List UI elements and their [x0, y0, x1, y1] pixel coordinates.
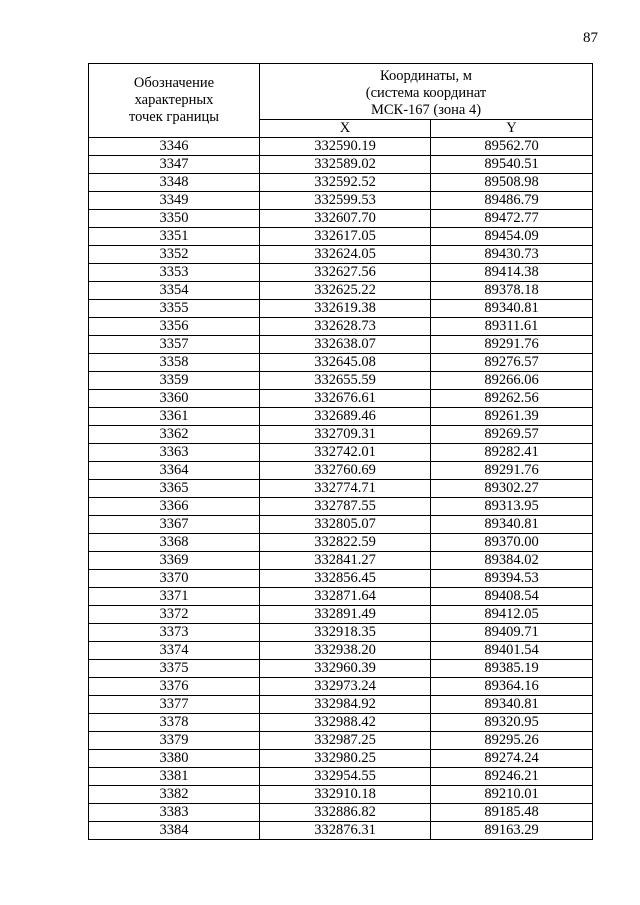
x-cell: 332676.61: [260, 390, 431, 408]
y-cell: 89430.73: [431, 246, 593, 264]
table-row: [89, 552, 593, 570]
point-id-cell: 3368: [89, 534, 260, 552]
table-row: [89, 318, 593, 336]
y-cell: 89370.00: [431, 534, 593, 552]
y-cell: 89384.02: [431, 552, 593, 570]
table-row: [89, 480, 593, 498]
table-row: [89, 354, 593, 372]
x-cell: 332689.46: [260, 408, 431, 426]
y-cell: 89340.81: [431, 516, 593, 534]
x-cell: 332891.49: [260, 606, 431, 624]
point-id-cell: 3372: [89, 606, 260, 624]
x-cell: 332760.69: [260, 462, 431, 480]
table-row: [89, 282, 593, 300]
y-cell: 89401.54: [431, 642, 593, 660]
y-cell: 89291.76: [431, 336, 593, 354]
x-cell: 332607.70: [260, 210, 431, 228]
point-id-cell: 3352: [89, 246, 260, 264]
y-cell: 89340.81: [431, 300, 593, 318]
table-row: [89, 444, 593, 462]
y-cell: 89385.19: [431, 660, 593, 678]
y-cell: 89540.51: [431, 156, 593, 174]
x-cell: 332918.35: [260, 624, 431, 642]
point-id-cell: 3382: [89, 786, 260, 804]
x-cell: 332625.22: [260, 282, 431, 300]
y-cell: 89295.26: [431, 732, 593, 750]
x-cell: 332856.45: [260, 570, 431, 588]
y-cell: 89408.54: [431, 588, 593, 606]
point-id-cell: 3351: [89, 228, 260, 246]
table-row: [89, 192, 593, 210]
header-coords-line: (система координат: [365, 85, 487, 101]
x-cell: 332910.18: [260, 786, 431, 804]
table-row: [89, 732, 593, 750]
table-row: [89, 516, 593, 534]
x-cell: 332980.25: [260, 750, 431, 768]
table-row: [89, 462, 593, 480]
x-cell: 332590.19: [260, 138, 431, 156]
y-cell: 89282.41: [431, 444, 593, 462]
y-cell: 89163.29: [431, 822, 593, 840]
x-cell: 332954.55: [260, 768, 431, 786]
table-row: [89, 570, 593, 588]
x-cell: 332624.05: [260, 246, 431, 264]
point-id-cell: 3348: [89, 174, 260, 192]
table-row: [89, 228, 593, 246]
y-cell: 89291.76: [431, 462, 593, 480]
table-row: [89, 372, 593, 390]
x-cell: 332886.82: [260, 804, 431, 822]
table-row: [89, 408, 593, 426]
table-row: [89, 606, 593, 624]
x-cell: 332592.52: [260, 174, 431, 192]
table-row: [89, 498, 593, 516]
table-row: [89, 426, 593, 444]
point-id-cell: 3370: [89, 570, 260, 588]
x-cell: 332787.55: [260, 498, 431, 516]
x-cell: 332822.59: [260, 534, 431, 552]
point-id-cell: 3365: [89, 480, 260, 498]
y-cell: 89409.71: [431, 624, 593, 642]
point-id-cell: 3358: [89, 354, 260, 372]
table-row: [89, 174, 593, 192]
y-cell: 89246.21: [431, 768, 593, 786]
point-id-cell: 3377: [89, 696, 260, 714]
y-cell: 89210.01: [431, 786, 593, 804]
y-cell: 89262.56: [431, 390, 593, 408]
x-cell: 332938.20: [260, 642, 431, 660]
y-cell: 89378.18: [431, 282, 593, 300]
y-cell: 89394.53: [431, 570, 593, 588]
x-cell: 332960.39: [260, 660, 431, 678]
x-cell: 332599.53: [260, 192, 431, 210]
y-cell: 89320.95: [431, 714, 593, 732]
header-coords-line: Координаты, м: [380, 68, 472, 84]
y-cell: 89454.09: [431, 228, 593, 246]
x-cell: 332841.27: [260, 552, 431, 570]
x-cell: 332984.92: [260, 696, 431, 714]
table-row: [89, 660, 593, 678]
y-cell: 89313.95: [431, 498, 593, 516]
x-cell: 332988.42: [260, 714, 431, 732]
table-row: [89, 138, 593, 156]
header-point-label: [89, 64, 260, 138]
x-cell: 332655.59: [260, 372, 431, 390]
point-id-cell: 3360: [89, 390, 260, 408]
table-row: [89, 246, 593, 264]
x-cell: 332628.73: [260, 318, 431, 336]
y-cell: 89364.16: [431, 678, 593, 696]
y-cell: 89340.81: [431, 696, 593, 714]
table-row: [89, 786, 593, 804]
header-x: X: [260, 120, 431, 138]
y-cell: 89508.98: [431, 174, 593, 192]
point-id-cell: 3376: [89, 678, 260, 696]
table-row: [89, 588, 593, 606]
table-row: [89, 696, 593, 714]
table-row: [89, 210, 593, 228]
table-row: [89, 300, 593, 318]
y-cell: 89276.57: [431, 354, 593, 372]
y-cell: 89486.79: [431, 192, 593, 210]
table-row: [89, 624, 593, 642]
y-cell: 89562.70: [431, 138, 593, 156]
x-cell: 332638.07: [260, 336, 431, 354]
x-cell: 332987.25: [260, 732, 431, 750]
table-row: [89, 534, 593, 552]
y-cell: 89311.61: [431, 318, 593, 336]
x-cell: 332619.38: [260, 300, 431, 318]
y-cell: 89302.27: [431, 480, 593, 498]
y-cell: 89185.48: [431, 804, 593, 822]
table-row: [89, 714, 593, 732]
point-id-cell: 3346: [89, 138, 260, 156]
table-row: [89, 264, 593, 282]
point-id-cell: 3359: [89, 372, 260, 390]
point-id-cell: 3349: [89, 192, 260, 210]
point-id-cell: 3369: [89, 552, 260, 570]
point-id-cell: 3373: [89, 624, 260, 642]
header-coords-line: МСК-167 (зона 4): [370, 102, 482, 118]
point-id-cell: 3381: [89, 768, 260, 786]
point-id-cell: 3354: [89, 282, 260, 300]
header-label-line: характерных: [134, 92, 214, 108]
x-cell: 332589.02: [260, 156, 431, 174]
point-id-cell: 3383: [89, 804, 260, 822]
point-id-cell: 3364: [89, 462, 260, 480]
page-number: 87: [583, 30, 598, 46]
table-row: [89, 804, 593, 822]
point-id-cell: 3357: [89, 336, 260, 354]
point-id-cell: 3362: [89, 426, 260, 444]
x-cell: 332709.31: [260, 426, 431, 444]
x-cell: 332617.05: [260, 228, 431, 246]
table-row: [89, 390, 593, 408]
point-id-cell: 3355: [89, 300, 260, 318]
point-id-cell: 3356: [89, 318, 260, 336]
point-id-cell: 3375: [89, 660, 260, 678]
point-id-cell: 3371: [89, 588, 260, 606]
y-cell: 89274.24: [431, 750, 593, 768]
point-id-cell: 3380: [89, 750, 260, 768]
point-id-cell: 3347: [89, 156, 260, 174]
x-cell: 332805.07: [260, 516, 431, 534]
point-id-cell: 3350: [89, 210, 260, 228]
point-id-cell: 3374: [89, 642, 260, 660]
x-cell: 332876.31: [260, 822, 431, 840]
point-id-cell: 3361: [89, 408, 260, 426]
y-cell: 89472.77: [431, 210, 593, 228]
table-body: [89, 138, 593, 840]
y-cell: 89269.57: [431, 426, 593, 444]
table-row: [89, 156, 593, 174]
point-id-cell: 3353: [89, 264, 260, 282]
table-row: [89, 336, 593, 354]
x-cell: 332774.71: [260, 480, 431, 498]
y-cell: 89414.38: [431, 264, 593, 282]
table-row: [89, 768, 593, 786]
point-id-cell: 3379: [89, 732, 260, 750]
x-cell: 332871.64: [260, 588, 431, 606]
x-cell: 332627.56: [260, 264, 431, 282]
x-cell: 332645.08: [260, 354, 431, 372]
x-cell: 332742.01: [260, 444, 431, 462]
coordinates-table: [88, 63, 593, 840]
header-label-line: Обозначение: [133, 75, 215, 91]
point-id-cell: 3366: [89, 498, 260, 516]
point-id-cell: 3378: [89, 714, 260, 732]
table-row: [89, 822, 593, 840]
point-id-cell: 3367: [89, 516, 260, 534]
y-cell: 89266.06: [431, 372, 593, 390]
header-y: Y: [431, 120, 593, 138]
y-cell: 89261.39: [431, 408, 593, 426]
header-label-line: точек границы: [128, 109, 220, 125]
point-id-cell: 3384: [89, 822, 260, 840]
point-id-cell: 3363: [89, 444, 260, 462]
table-row: [89, 750, 593, 768]
x-cell: 332973.24: [260, 678, 431, 696]
table-row: [89, 678, 593, 696]
y-cell: 89412.05: [431, 606, 593, 624]
header-coordinates: [260, 64, 593, 120]
table-row: [89, 642, 593, 660]
